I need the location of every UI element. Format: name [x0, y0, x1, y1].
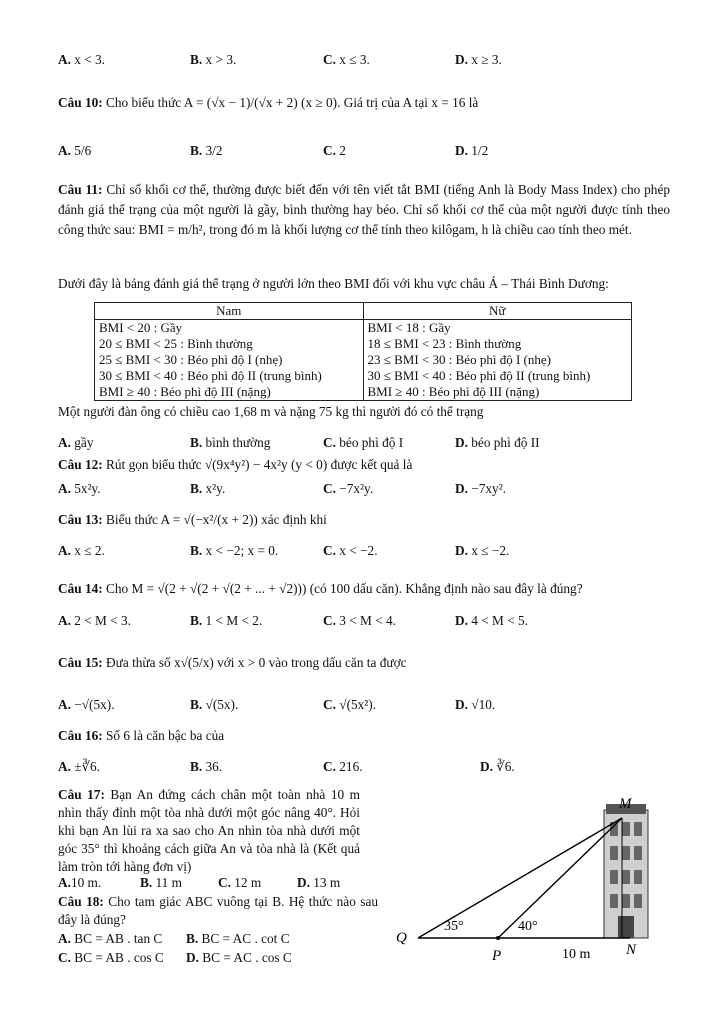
- bmi-female-row-3: 23 ≤ BMI < 30 : Béo phì độ I (nhẹ): [363, 352, 632, 368]
- q16-option-a-label: A.: [58, 759, 71, 774]
- q11-stem: [58, 180, 670, 240]
- q12-option-b-label: B.: [190, 481, 203, 496]
- q16-option-c[interactable]: 216.: [339, 759, 363, 774]
- label-p: P: [492, 948, 502, 964]
- q11-option-d-label: D.: [455, 435, 468, 450]
- q17-option-d[interactable]: 13 m: [313, 875, 341, 890]
- q11-option-c[interactable]: béo phì độ I: [339, 435, 404, 450]
- q12-text: Rút gọn biểu thức √(9x⁴y²) − 4x²y (y < 0) được kết quả là: [106, 457, 413, 472]
- q13-label: Câu 13:: [58, 512, 103, 527]
- q16-option-d[interactable]: ∛6.: [496, 759, 515, 774]
- q9-option-c-label: C.: [323, 52, 336, 67]
- bmi-male-row-4: 30 ≤ BMI < 40 : Béo phì độ II (trung bình): [95, 368, 364, 384]
- q14-option-a[interactable]: 2 < M < 3.: [74, 613, 132, 628]
- q14-option-d[interactable]: 4 < M < 5.: [471, 613, 529, 628]
- q9-option-b[interactable]: x > 3.: [205, 52, 237, 67]
- q17-stem: [58, 786, 360, 876]
- q13-option-d-label: D.: [455, 543, 468, 558]
- bmi-female-row-1: BMI < 18 : Gầy: [363, 320, 632, 337]
- q13-option-c-label: C.: [323, 543, 336, 558]
- q13-option-b[interactable]: x < −2; x = 0.: [205, 543, 279, 558]
- q12-option-c-label: C.: [323, 481, 336, 496]
- q13-stem: [58, 512, 327, 528]
- q18-option-d[interactable]: BC = AC . cos C: [202, 950, 292, 965]
- q17-option-a[interactable]: 10 m.: [70, 875, 102, 890]
- bmi-male-row-2: 20 ≤ BMI < 25 : Bình thường: [95, 336, 364, 352]
- q18-option-c-label: C.: [58, 950, 71, 965]
- q16-option-b-label: B.: [190, 759, 203, 774]
- q15-option-d[interactable]: √10.: [471, 697, 496, 712]
- q9-option-c[interactable]: x ≤ 3.: [339, 52, 370, 67]
- sight-line-p: [498, 818, 622, 938]
- q16-option-b[interactable]: 36.: [205, 759, 223, 774]
- q17-option-b-label: B.: [140, 875, 153, 890]
- q17-label: Câu 17:: [58, 787, 105, 802]
- q9-option-d-label: D.: [455, 52, 468, 67]
- q14-option-b[interactable]: 1 < M < 2.: [205, 613, 263, 628]
- q15-option-c-label: C.: [323, 697, 336, 712]
- q14-stem: [58, 581, 583, 597]
- q11-option-b[interactable]: bình thường: [205, 435, 271, 450]
- q16-label: Câu 16:: [58, 728, 103, 743]
- q18-option-c[interactable]: BC = AB . cos C: [74, 950, 164, 965]
- q18-option-a-label: A.: [58, 931, 71, 946]
- q13-option-b-label: B.: [190, 543, 203, 558]
- q11-text-2: Dưới đây là bảng đánh giá thể trạng ở người lớn theo BMI đối với khu vực châu Á – Thái Bình Dương:: [58, 276, 609, 291]
- q12-label: Câu 12:: [58, 457, 103, 472]
- q15-label: Câu 15:: [58, 655, 103, 670]
- q15-option-a-label: A.: [58, 697, 71, 712]
- q16-text: Số 6 là căn bậc ba của: [106, 728, 225, 743]
- q10-option-a[interactable]: 5/6: [74, 143, 92, 158]
- q13-text: Biểu thức A = √(−x²/(x + 2)) xác định khi: [106, 512, 327, 527]
- q14-text: Cho M = √(2 + √(2 + √(2 + ... + √2))) (có 100 dấu căn). Khẳng định nào sau đây là đúng?: [106, 581, 583, 596]
- q11-option-c-label: C.: [323, 435, 336, 450]
- q11-option-b-label: B.: [190, 435, 203, 450]
- q10-label: Câu 10:: [58, 95, 103, 110]
- q18-option-a[interactable]: BC = AB . tan C: [74, 931, 163, 946]
- angle-q-label: 35°: [444, 919, 464, 934]
- q16-option-a[interactable]: ±∛6.: [74, 759, 101, 774]
- q14-option-c[interactable]: 3 < M < 4.: [339, 613, 397, 628]
- q15-option-c[interactable]: √(5x²).: [339, 697, 377, 712]
- q18-option-b[interactable]: BC = AC . cot C: [201, 931, 290, 946]
- q12-option-a[interactable]: 5x²y.: [74, 481, 101, 496]
- q12-option-a-label: A.: [58, 481, 71, 496]
- bmi-table-header-male: Nam: [95, 303, 364, 320]
- q10-stem: [58, 95, 478, 111]
- bmi-male-row-5: BMI ≥ 40 : Béo phì độ III (nặng): [95, 384, 364, 401]
- q14-option-d-label: D.: [455, 613, 468, 628]
- angle-p-label: 40°: [518, 919, 538, 934]
- q13-option-a[interactable]: x ≤ 2.: [74, 543, 105, 558]
- q15-option-a[interactable]: −√(5x).: [74, 697, 115, 712]
- q16-option-d-label: D.: [480, 759, 493, 774]
- q15-text: Đưa thừa số x√(5/x) với x > 0 vào trong dấu căn ta được: [106, 655, 407, 670]
- q15-stem: [58, 655, 407, 671]
- q17-option-c[interactable]: 12 m: [234, 875, 262, 890]
- q16-option-c-label: C.: [323, 759, 336, 774]
- q18-option-b-label: B.: [186, 931, 199, 946]
- bmi-table-header-female: Nữ: [363, 303, 632, 320]
- q17-figure: [390, 790, 690, 980]
- q13-option-d[interactable]: x ≤ −2.: [471, 543, 510, 558]
- q10-option-a-label: A.: [58, 143, 71, 158]
- label-n: N: [626, 942, 637, 958]
- q10-option-d[interactable]: 1/2: [471, 143, 489, 158]
- q10-option-b[interactable]: 3/2: [205, 143, 223, 158]
- q12-option-b[interactable]: x²y.: [205, 481, 226, 496]
- distance-label: 10 m: [562, 947, 591, 962]
- q10-option-b-label: B.: [190, 143, 203, 158]
- q9-option-a[interactable]: x < 3.: [74, 52, 106, 67]
- q11-option-a[interactable]: gầy: [74, 435, 94, 450]
- q15-option-d-label: D.: [455, 697, 468, 712]
- q9-option-a-label: A.: [58, 52, 71, 67]
- q10-option-c[interactable]: 2: [339, 143, 346, 158]
- q18-stem: [58, 893, 378, 929]
- bmi-female-row-5: BMI ≥ 40 : Béo phì độ III (nặng): [363, 384, 632, 401]
- q17-option-b[interactable]: 11 m: [155, 875, 183, 890]
- bmi-table: [94, 302, 632, 401]
- label-m: M: [619, 796, 632, 812]
- q17-text: Bạn An đứng cách chân một toàn nhà 10 m nhìn thấy đỉnh một tòa nhà dưới một góc nâng 40°. Hỏi khi bạn An lùi ra xa sao cho An nhìn tòa nhà dưới một góc 35° thì khoảng cách giữa An và tòa nhà là (Kết quả làm tròn tới hàng đơn vị): [58, 787, 360, 874]
- q9-option-b-label: B.: [190, 52, 203, 67]
- q14-option-b-label: B.: [190, 613, 203, 628]
- label-q: Q: [396, 930, 407, 946]
- q14-option-a-label: A.: [58, 613, 71, 628]
- q18-text: Cho tam giác ABC vuông tại B. Hệ thức nào sau đây là đúng?: [58, 894, 378, 927]
- bmi-male-row-3: 25 ≤ BMI < 30 : Béo phì độ I (nhẹ): [95, 352, 364, 368]
- bmi-female-row-2: 18 ≤ BMI < 23 : Bình thường: [363, 336, 632, 352]
- q12-stem: [58, 457, 412, 473]
- q11-label: Câu 11:: [58, 182, 103, 197]
- q11-question: Một người đàn ông có chiều cao 1,68 m và nặng 75 kg thì người đó có thể trạng: [58, 404, 484, 419]
- q18-option-d-label: D.: [186, 950, 199, 965]
- q10-option-c-label: C.: [323, 143, 336, 158]
- q10-option-d-label: D.: [455, 143, 468, 158]
- q11-option-a-label: A.: [58, 435, 71, 450]
- q12-option-c[interactable]: −7x²y.: [339, 481, 374, 496]
- q15-option-b[interactable]: √(5x).: [205, 697, 239, 712]
- bmi-male-row-1: BMI < 20 : Gầy: [95, 320, 364, 337]
- q10-text: Cho biểu thức A = (√x − 1)/(√x + 2) (x ≥ 0). Giá trị của A tại x = 16 là: [106, 95, 479, 110]
- q13-option-c[interactable]: x < −2.: [339, 543, 378, 558]
- q11-text-1: Chỉ số khối cơ thể, thường được biết đến với tên viết tắt BMI (tiếng Anh là Body Mass Index) cho phép đánh giá thể trạng của một người là gầy, bình thường hay béo. Chỉ số khối cơ thể của một người được tính theo công thức sau: BMI = m/h², trong đó m là khối lượng cơ thể tính theo kilôgam, h là chiều cao tính theo mét.: [58, 182, 671, 237]
- q16-stem: [58, 728, 224, 744]
- q17-option-d-label: D.: [297, 875, 310, 890]
- q17-option-c-label: C.: [218, 875, 231, 890]
- bmi-female-row-4: 30 ≤ BMI < 40 : Béo phì độ II (trung bình): [363, 368, 632, 384]
- q15-option-b-label: B.: [190, 697, 203, 712]
- q12-option-d-label: D.: [455, 481, 468, 496]
- q14-option-c-label: C.: [323, 613, 336, 628]
- q18-label: Câu 18:: [58, 894, 104, 909]
- q9-option-d[interactable]: x ≥ 3.: [471, 52, 502, 67]
- q11-option-d[interactable]: béo phì độ II: [471, 435, 540, 450]
- q17-option-a-label: A.: [58, 875, 71, 890]
- q14-label: Câu 14:: [58, 581, 103, 596]
- q12-option-d[interactable]: −7xy².: [471, 481, 507, 496]
- q13-option-a-label: A.: [58, 543, 71, 558]
